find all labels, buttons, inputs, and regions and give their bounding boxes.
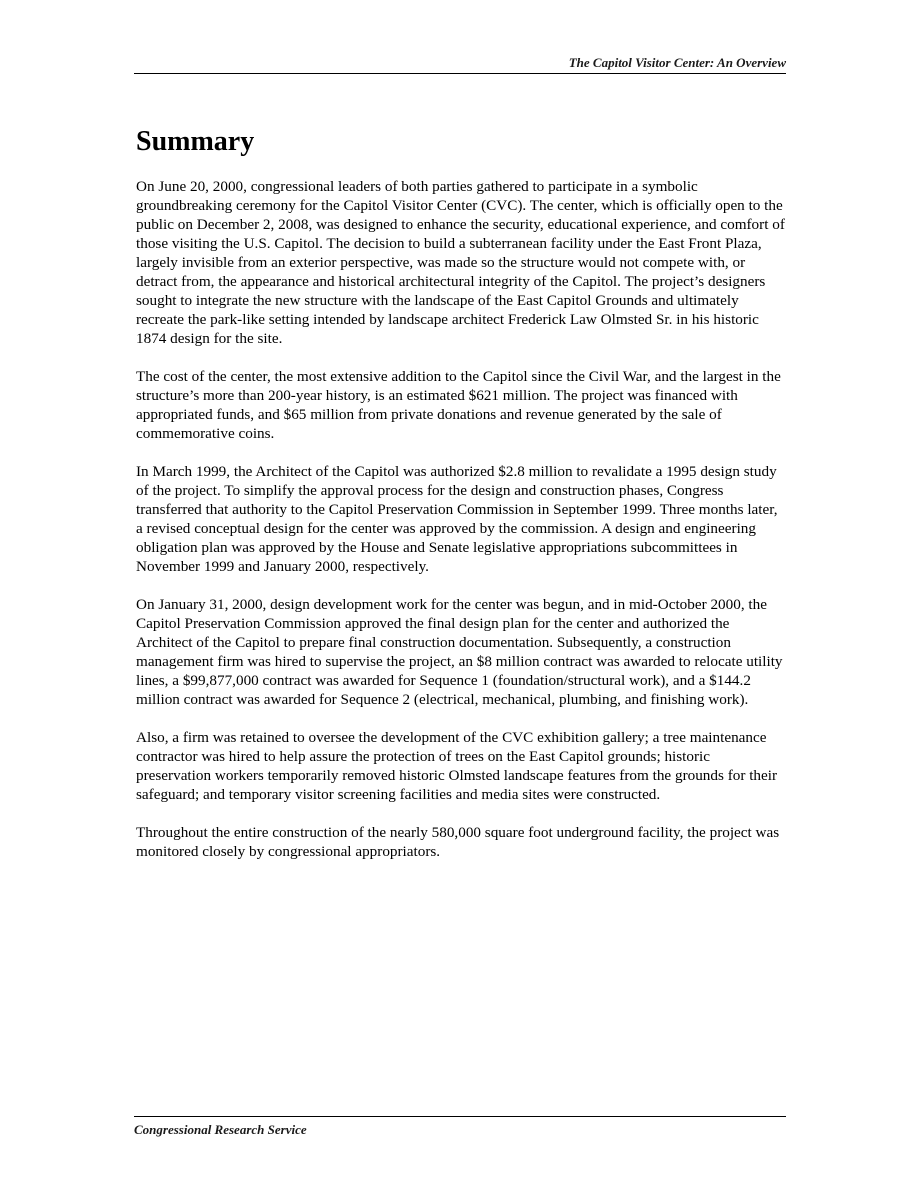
paragraph-contractors: Also, a firm was retained to oversee the development of the CVC exhibition gallery; a tree maintenance contractor was hired to help assure the protection of trees on the East Capitol grounds; historic preservation workers temporarily removed historic Olmsted landscape features from the grounds for their safeguard; and temporary visitor screening facilities and media sites were constructed. [136,729,778,803]
paragraph-design-study: In March 1999, the Architect of the Capitol was authorized $2.8 million to revalidate a 1995 design study of the project. To simplify the approval process for the design and construction phases, Congress transferred that authority to the Capitol Preservation Commission in September 1999. Three months later, a revised conceptual design for the center was approved by the commission. A design and engineering obligation plan was approved by the House and Senate legislative appropriations subcommittees in November 1999 and January 2000, respectively. [136,463,778,575]
running-header [134,55,786,74]
summary-body [136,177,786,880]
paragraph-cost: The cost of the center, the most extensive addition to the Capitol since the Civil War, and the largest in the structure’s more than 200-year history, is an estimated $621 million. The project was financed with appropriated funds, and $65 million from private donations and revenue generated by the sale of commemorative coins. [136,368,781,442]
paragraph-groundbreaking: On June 20, 2000, congressional leaders of both parties gathered to participate in a symbolic groundbreaking ceremony for the Capitol Visitor Center (CVC). The center, which is officially open to the public on December 2, 2008, was designed to enhance the security, educational experience, and comfort of those visiting the U.S. Capitol. The decision to build a subterranean facility under the East Front Plaza, largely invisible from an exterior perspective, was made so the structure would not compete with, or detract from, the appearance and historical architectural integrity of the Capitol. The project’s designers sought to integrate the new structure with the landscape of the East Capitol Grounds and ultimately recreate the park-like setting intended by landscape architect Frederick Law Olmsted Sr. in his historic 1874 design for the site. [136,178,785,347]
page-title: Summary [136,126,255,157]
paragraph-monitoring: Throughout the entire construction of the nearly 580,000 square foot underground facility, the project was monitored closely by congressional appropriators. [136,824,780,860]
publisher-name: Congressional Research Service [134,1122,307,1137]
running-footer [134,1116,786,1138]
running-title: The Capitol Visitor Center: An Overview [568,55,786,70]
paragraph-design-development: On January 31, 2000, design development work for the center was begun, and in mid-October 2000, the Capitol Preservation Commission approved the final design plan for the center and authorized the Architect of the Capitol to prepare final construction documentation. Subsequently, a construction management firm was hired to supervise the project, an $8 million contract was awarded to relocate utility lines, a $99,877,000 contract was awarded for Sequence 1 (foundation/structural work), and a $144.2 million contract was awarded for Sequence 2 (electrical, mechanical, plumbing, and finishing work). [136,596,783,708]
